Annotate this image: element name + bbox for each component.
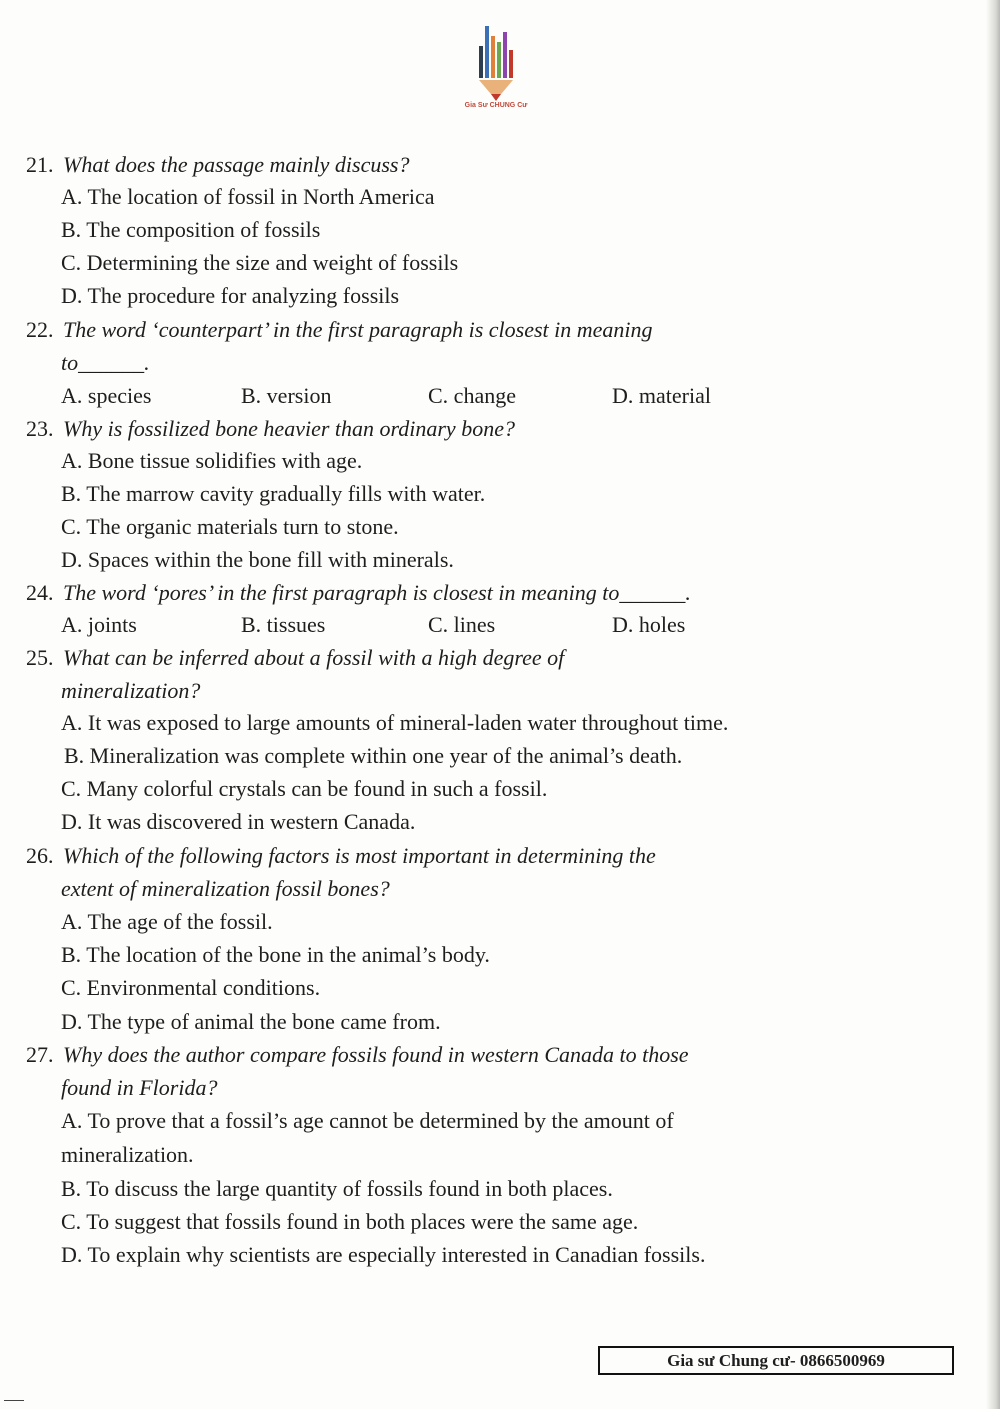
question-26-stem: 26. Which of the following factors is most important in determining the <box>26 843 656 868</box>
question-number: 27. <box>26 1042 54 1067</box>
question-24-stem: 24. The word ‘pores’ in the first paragraph is closest in meaning to______. <box>26 580 691 605</box>
option-23-b: B. The marrow cavity gradually fills with water. <box>61 481 486 506</box>
option-27-a: A. To prove that a fossil’s age cannot be determined by the amount of <box>61 1108 674 1133</box>
question-22-stem: 22. The word ‘counterpart’ in the first paragraph is closest in meaning <box>26 317 653 342</box>
question-25-stem-cont: mineralization? <box>61 678 201 703</box>
scan-mark <box>4 1400 24 1401</box>
question-number: 24. <box>26 580 54 605</box>
option-23-a: A. Bone tissue solidifies with age. <box>61 448 363 473</box>
option-26-a: A. The age of the fossil. <box>61 909 273 934</box>
option-27-d: D. To explain why scientists are especially interested in Canadian fossils. <box>61 1242 706 1267</box>
option-24-d: D. holes <box>612 612 686 637</box>
option-27-b: B. To discuss the large quantity of fossils found in both places. <box>61 1176 613 1201</box>
question-number: 22. <box>26 317 54 342</box>
option-21-d: D. The procedure for analyzing fossils <box>61 283 400 308</box>
question-number: 21. <box>26 152 54 177</box>
question-number: 26. <box>26 843 54 868</box>
option-26-c: C. Environmental conditions. <box>61 975 321 1000</box>
question-21-stem: 21. What does the passage mainly discuss? <box>26 152 410 177</box>
question-27-stem-cont: found in Florida? <box>61 1075 218 1100</box>
option-22-b: B. version <box>241 383 332 408</box>
option-23-d: D. Spaces within the bone fill with minerals. <box>61 547 454 572</box>
option-26-b: B. The location of the bone in the animal’s body. <box>61 942 490 967</box>
option-25-c: C. Many colorful crystals can be found in such a fossil. <box>61 776 548 801</box>
option-23-c: C. The organic materials turn to stone. <box>61 514 399 539</box>
question-27-stem: 27. Why does the author compare fossils found in western Canada to those <box>26 1042 689 1067</box>
option-22-c: C. change <box>428 383 516 408</box>
option-21-c: C. Determining the size and weight of fossils <box>61 250 459 275</box>
scan-edge-shadow <box>986 0 1000 1409</box>
question-number: 25. <box>26 645 54 670</box>
option-22-d: D. material <box>612 383 711 408</box>
question-25-stem: 25. What can be inferred about a fossil with a high degree of <box>26 645 565 670</box>
option-24-c: C. lines <box>428 612 496 637</box>
question-number: 23. <box>26 416 54 441</box>
footer-contact-box: Gia sư Chung cư- 0866500969 <box>598 1346 954 1375</box>
option-25-b: B. Mineralization was complete within one year of the animal’s death. <box>64 743 683 768</box>
option-21-a: A. The location of fossil in North America <box>61 184 435 209</box>
question-22-stem-cont: to______. <box>61 350 150 375</box>
option-22-a: A. species <box>61 383 152 408</box>
logo-text: Gia Sư CHUNG Cư <box>464 102 528 109</box>
option-27-a-cont: mineralization. <box>61 1142 194 1167</box>
option-21-b: B. The composition of fossils <box>61 217 321 242</box>
option-24-a: A. joints <box>61 612 137 637</box>
question-23-stem: 23. Why is fossilized bone heavier than ordinary bone? <box>26 416 515 441</box>
option-26-d: D. The type of animal the bone came from. <box>61 1009 441 1034</box>
option-24-b: B. tissues <box>241 612 326 637</box>
option-27-c: C. To suggest that fossils found in both places were the same age. <box>61 1209 639 1234</box>
option-25-d: D. It was discovered in western Canada. <box>61 809 416 834</box>
option-25-a: A. It was exposed to large amounts of mineral-laden water throughout time. <box>61 710 729 735</box>
question-26-stem-cont: extent of mineralization fossil bones? <box>61 876 390 901</box>
